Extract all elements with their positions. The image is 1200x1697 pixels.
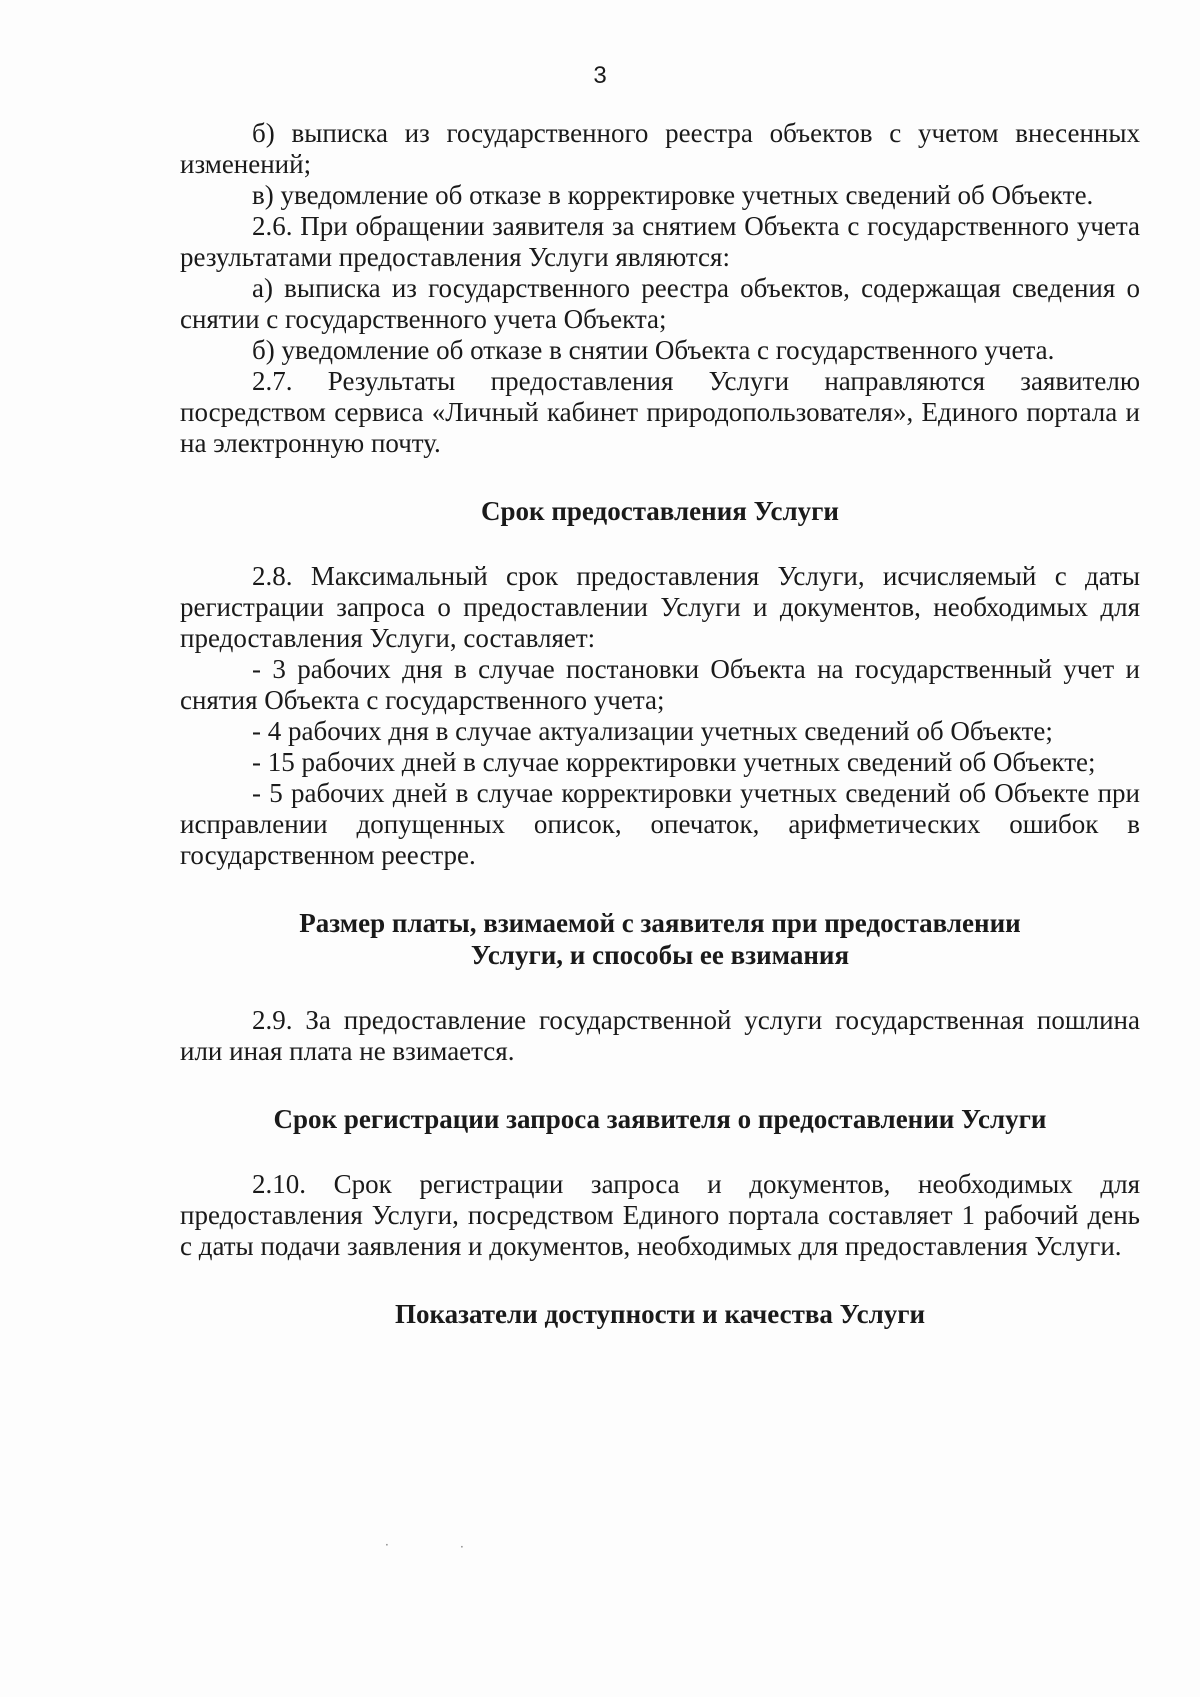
paragraph: 2.8. Максимальный срок предоставления Услуги, исчисляемый с даты регистрации запроса о предоставлении Услуги и документов, необходимых для предоставления Услуги, составляет: — [180, 561, 1140, 653]
paragraph: в) уведомление об отказе в корректировке учетных сведений об Объекте. — [252, 180, 1094, 210]
scan-speck: · — [460, 1540, 464, 1554]
paragraph: б) уведомление об отказе в снятии Объекта с государственного учета. — [252, 335, 1055, 365]
scan-speck: · — [385, 1538, 389, 1552]
paragraph: 2.7. Результаты предоставления Услуги направляются заявителю посредством сервиса «Личный кабинет природопользователя», Единого портала и на электронную почту. — [180, 366, 1140, 458]
paragraph: 2.6. При обращении заявителя за снятием Объекта с государственного учета результатами предоставления Услуги являются: — [180, 211, 1140, 272]
paragraph: а) выписка из государственного реестра объектов, содержащая сведения о снятии с государственного учета Объекта; — [180, 273, 1140, 334]
section-heading-line: Срок регистрации запроса заявителя о предоставлении Услуги — [273, 1104, 1047, 1134]
paragraph: - 4 рабочих дня в случае актуализации учетных сведений об Объекте; — [252, 716, 1053, 746]
paragraph: - 15 рабочих дней в случае корректировки учетных сведений об Объекте; — [252, 747, 1096, 777]
section-heading-line: Срок предоставления Услуги — [481, 496, 839, 526]
page-number: 3 — [593, 62, 607, 89]
section-heading-line: Показатели доступности и качества Услуги — [394, 1299, 926, 1329]
section-heading-line: Размер платы, взимаемой с заявителя при предоставлении — [299, 908, 1021, 938]
section-heading — [180, 907, 1140, 971]
section-heading — [180, 495, 1140, 527]
paragraph: - 5 рабочих дней в случае корректировки учетных сведений об Объекте при исправлении допущенных описок, опечаток, арифметических ошибок в государственном реестре. — [180, 778, 1140, 870]
section-heading-line: Услуги, и способы ее взимания — [470, 940, 850, 970]
paragraph: б) выписка из государственного реестра объектов с учетом внесенных изменений; — [180, 118, 1140, 179]
paragraph: - 3 рабочих дня в случае постановки Объекта на государственный учет и снятия Объекта с государственного учета; — [180, 654, 1140, 715]
document-body — [180, 118, 1140, 1364]
section-heading — [180, 1298, 1140, 1330]
section-heading — [180, 1103, 1140, 1135]
paragraph: 2.9. За предоставление государственной услуги государственная пошлина или иная плата не взимается. — [180, 1005, 1140, 1066]
paragraph: 2.10. Срок регистрации запроса и документов, необходимых для предоставления Услуги, посредством Единого портала составляет 1 рабочий день с даты подачи заявления и документов, необходимых для предоставления Услуги. — [180, 1169, 1140, 1261]
